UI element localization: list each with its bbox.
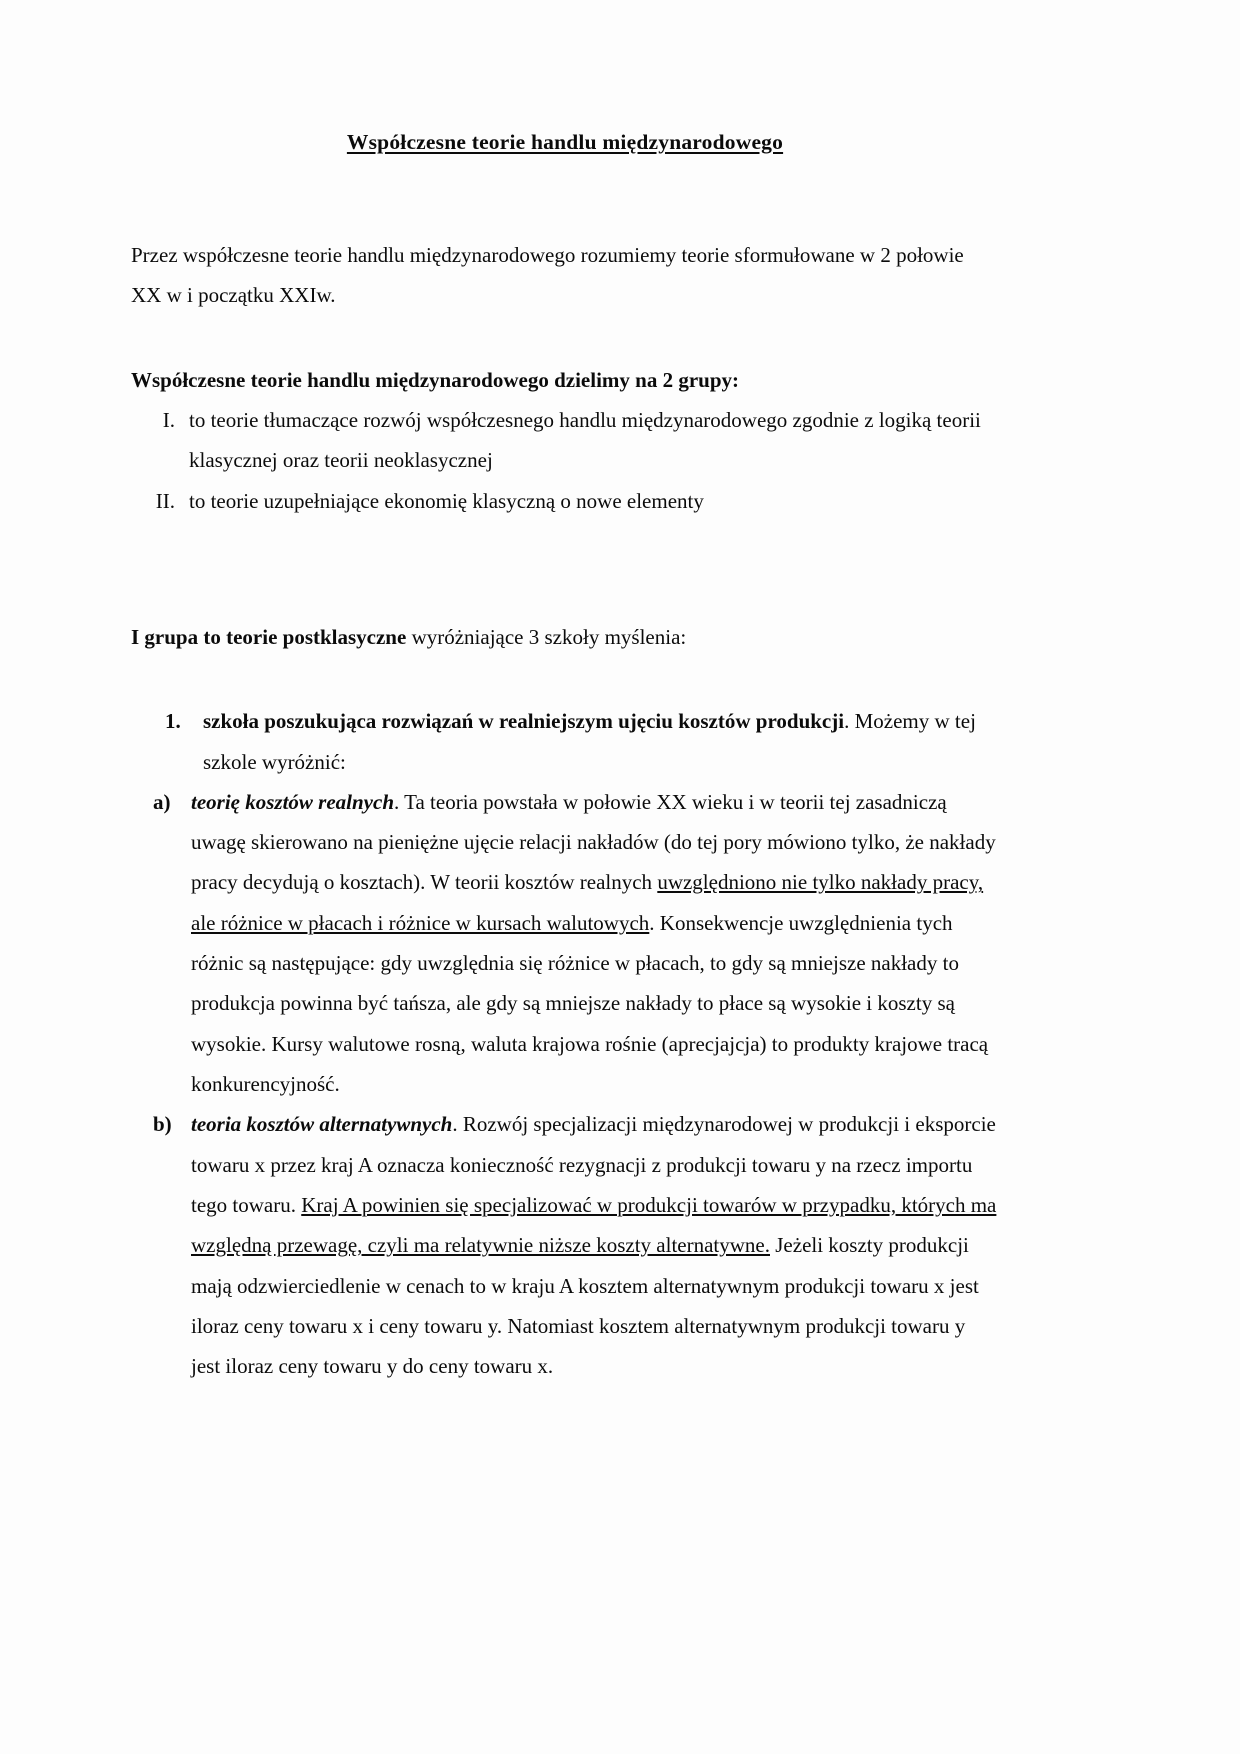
list-marker: II. [155, 488, 175, 513]
list-item-text: . Możemy w tej szkole wyróżnić: [203, 709, 976, 774]
intro-paragraph: Przez współczesne teorie handlu międzynarodowego rozumiemy teorie sformułowane w 2 połowie XX w i początku XXIw. [131, 243, 964, 308]
theory-name-emphasis: teorię kosztów realnych [191, 789, 394, 814]
list-item [131, 400, 999, 481]
list-marker: b) [153, 1112, 172, 1137]
page-title: Współczesne teorie handlu międzynarodowego [346, 130, 784, 154]
list-item-text-part2: Jeżeli koszty produkcji mają odzwierciedlenie w cenach to w kraju A kosztem alternatywnym produkcji towaru x jest iloraz ceny towaru x i ceny towaru y. Natomiast kosztem alternatywnym produkcji towaru y jest iloraz ceny towaru y do ceny towaru x. [191, 1233, 979, 1379]
spacer [131, 657, 999, 701]
list-marker: I. [162, 407, 175, 432]
underlined-emphasis: uwzględniono nie tylko nakłady pracy, ale różnice w płacach i różnice w kursach walutowych [191, 870, 984, 935]
list-item [131, 481, 999, 521]
roman-numeral-list [131, 400, 999, 521]
list-item-text-part2: . Konsekwencje uwzględnienia tych różnic są następujące: gdy uwzględnia się różnice w płacach, to gdy są mniejsze nakłady to produkcja powinna być tańsza, ale gdy są mniejsze nakłady to płace są wysokie i koszty są wysokie. Kursy walutowe rosną, waluta krajowa rośnie (aprecjajcja) to produkty krajowe tracą konkurencyjność. [191, 910, 989, 1097]
spacer [131, 316, 999, 360]
theory-name-emphasis: teoria kosztów alternatywnych [191, 1112, 453, 1137]
list-item-text-part1: . Rozwój specjalizacji międzynarodowej w produkcji i eksporcie towaru x przez kraj A oznacza konieczność rezygnacji z produkcji towaru y na rzecz importu tego towaru. [191, 1112, 996, 1217]
list-marker: a) [153, 789, 171, 814]
list-item [131, 1104, 999, 1386]
spacer [131, 521, 999, 617]
underlined-emphasis: Kraj A powinien się specjalizować w produkcji towarów w przypadku, których ma względną przewagę, czyli ma relatywnie niższe koszty alternatywne. [191, 1192, 997, 1258]
list-item [131, 782, 999, 1105]
list-item-bold-lead: szkoła poszukująca rozwiązań w realniejszym ujęciu kosztów produkcji [203, 709, 845, 734]
list-item-text-part1: . Ta teoria powstała w połowie XX wieku i w teorii tej zasadniczą uwagę skierowano na pieniężne ujęcie relacji nakładów (do tej pory mówiono tylko, że nakłady pracy decydują o kosztach). W teorii kosztów realnych [191, 789, 996, 895]
group-one-heading [131, 617, 999, 657]
list-item-text: to teorie tłumaczące rozwój współczesnego handlu międzynarodowego zgodnie z logiką teorii klasycznej oraz teorii neoklasycznej [189, 407, 981, 473]
numbered-list [131, 701, 999, 782]
list-item-text: to teorie uzupełniające ekonomię klasyczną o nowe elementy [189, 488, 704, 513]
document-content [131, 128, 999, 1387]
list-marker: 1. [165, 709, 181, 734]
groups-heading: Współczesne teorie handlu międzynarodowego dzielimy na 2 grupy: [131, 367, 740, 392]
group-one-heading-bold: I grupa to teorie postklasyczne [131, 624, 407, 649]
spacer [131, 157, 999, 235]
lettered-list [131, 782, 999, 1387]
group-one-heading-rest: wyróżniające 3 szkoły myślenia: [406, 624, 687, 649]
list-item [131, 701, 999, 782]
